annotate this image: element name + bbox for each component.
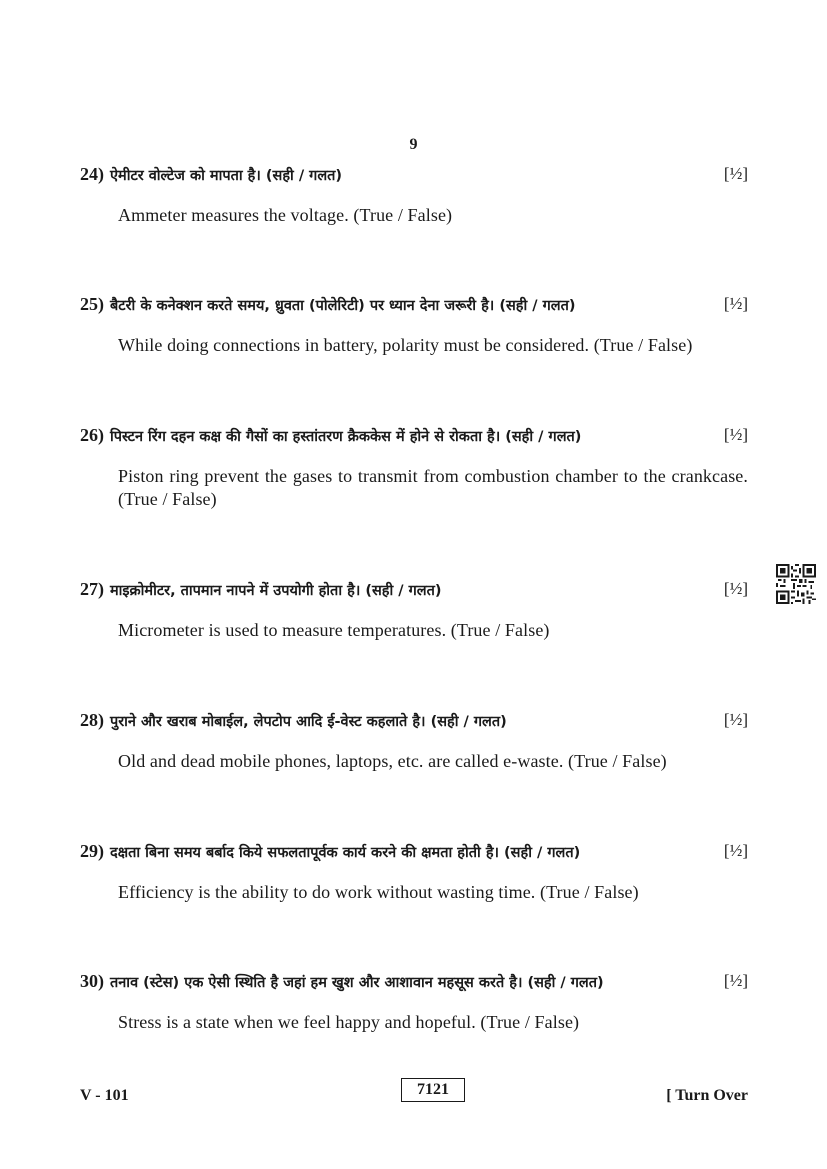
paper-code: V - 101 bbox=[80, 1087, 129, 1104]
question-29 bbox=[80, 841, 748, 904]
question-marks: [½] bbox=[723, 425, 748, 444]
question-marks: [½] bbox=[723, 164, 748, 183]
question-30 bbox=[80, 971, 748, 1034]
question-number: 24) bbox=[80, 164, 104, 184]
question-hindi: पुराने और खराब मोबाईल, लेपटोप आदि ई-वेस्ट कहलाते है। (सही / गलत) bbox=[110, 714, 507, 730]
question-hindi: ऐमीटर वोल्टेज को मापता है। (सही / गलत) bbox=[110, 168, 343, 184]
question-number: 25) bbox=[80, 294, 104, 314]
qr-code-icon bbox=[776, 564, 816, 604]
turn-over-note: [ Turn Over bbox=[666, 1087, 748, 1104]
question-number: 26) bbox=[80, 425, 104, 445]
question-marks: [½] bbox=[723, 841, 748, 860]
question-english: Ammeter measures the voltage. (True / False) bbox=[118, 205, 453, 225]
question-24 bbox=[80, 164, 748, 227]
question-hindi: माइक्रोमीटर, तापमान नापने में उपयोगी होता है। (सही / गलत) bbox=[110, 583, 442, 599]
question-marks: [½] bbox=[723, 971, 748, 990]
question-hindi: बैटरी के कनेक्शन करते समय, ध्रुवता (पोलेरिटी) पर ध्यान देना जरूरी है। (सही / गलत) bbox=[110, 298, 576, 314]
question-marks: [½] bbox=[723, 294, 748, 313]
question-25 bbox=[80, 294, 748, 357]
question-marks: [½] bbox=[723, 579, 748, 598]
question-number: 28) bbox=[80, 710, 104, 730]
question-number: 30) bbox=[80, 971, 104, 991]
question-english: Micrometer is used to measure temperatures. (True / False) bbox=[118, 620, 550, 640]
question-27 bbox=[80, 579, 748, 642]
question-hindi: दक्षता बिना समय बर्बाद किये सफलतापूर्वक कार्य करने की क्षमता होती है। (सही / गलत) bbox=[110, 845, 581, 861]
question-number: 29) bbox=[80, 841, 104, 861]
page-number: 9 bbox=[409, 136, 418, 153]
question-english: Stress is a state when we feel happy and hopeful. (True / False) bbox=[118, 1012, 580, 1032]
question-hindi: तनाव (स्टेस) एक ऐसी स्थिति है जहां हम खुश और आशावान महसूस करते है। (सही / गलत) bbox=[110, 975, 604, 991]
question-english: Efficiency is the ability to do work without wasting time. (True / False) bbox=[118, 882, 639, 902]
page-code-box: 7121 bbox=[401, 1078, 465, 1102]
question-28 bbox=[80, 710, 748, 773]
question-english: Piston ring prevent the gases to transmit from combustion chamber to the crankcase. (True / False) bbox=[118, 466, 748, 509]
question-26 bbox=[80, 425, 748, 511]
question-english: While doing connections in battery, polarity must be considered. (True / False) bbox=[118, 335, 693, 355]
question-number: 27) bbox=[80, 579, 104, 599]
question-marks: [½] bbox=[723, 710, 748, 729]
question-hindi: पिस्टन रिंग दहन कक्ष की गैसों का हस्तांतरण क्रैककेस में होने से रोकता है। (सही / गलत) bbox=[110, 429, 582, 445]
question-english: Old and dead mobile phones, laptops, etc. are called e-waste. (True / False) bbox=[118, 751, 667, 771]
